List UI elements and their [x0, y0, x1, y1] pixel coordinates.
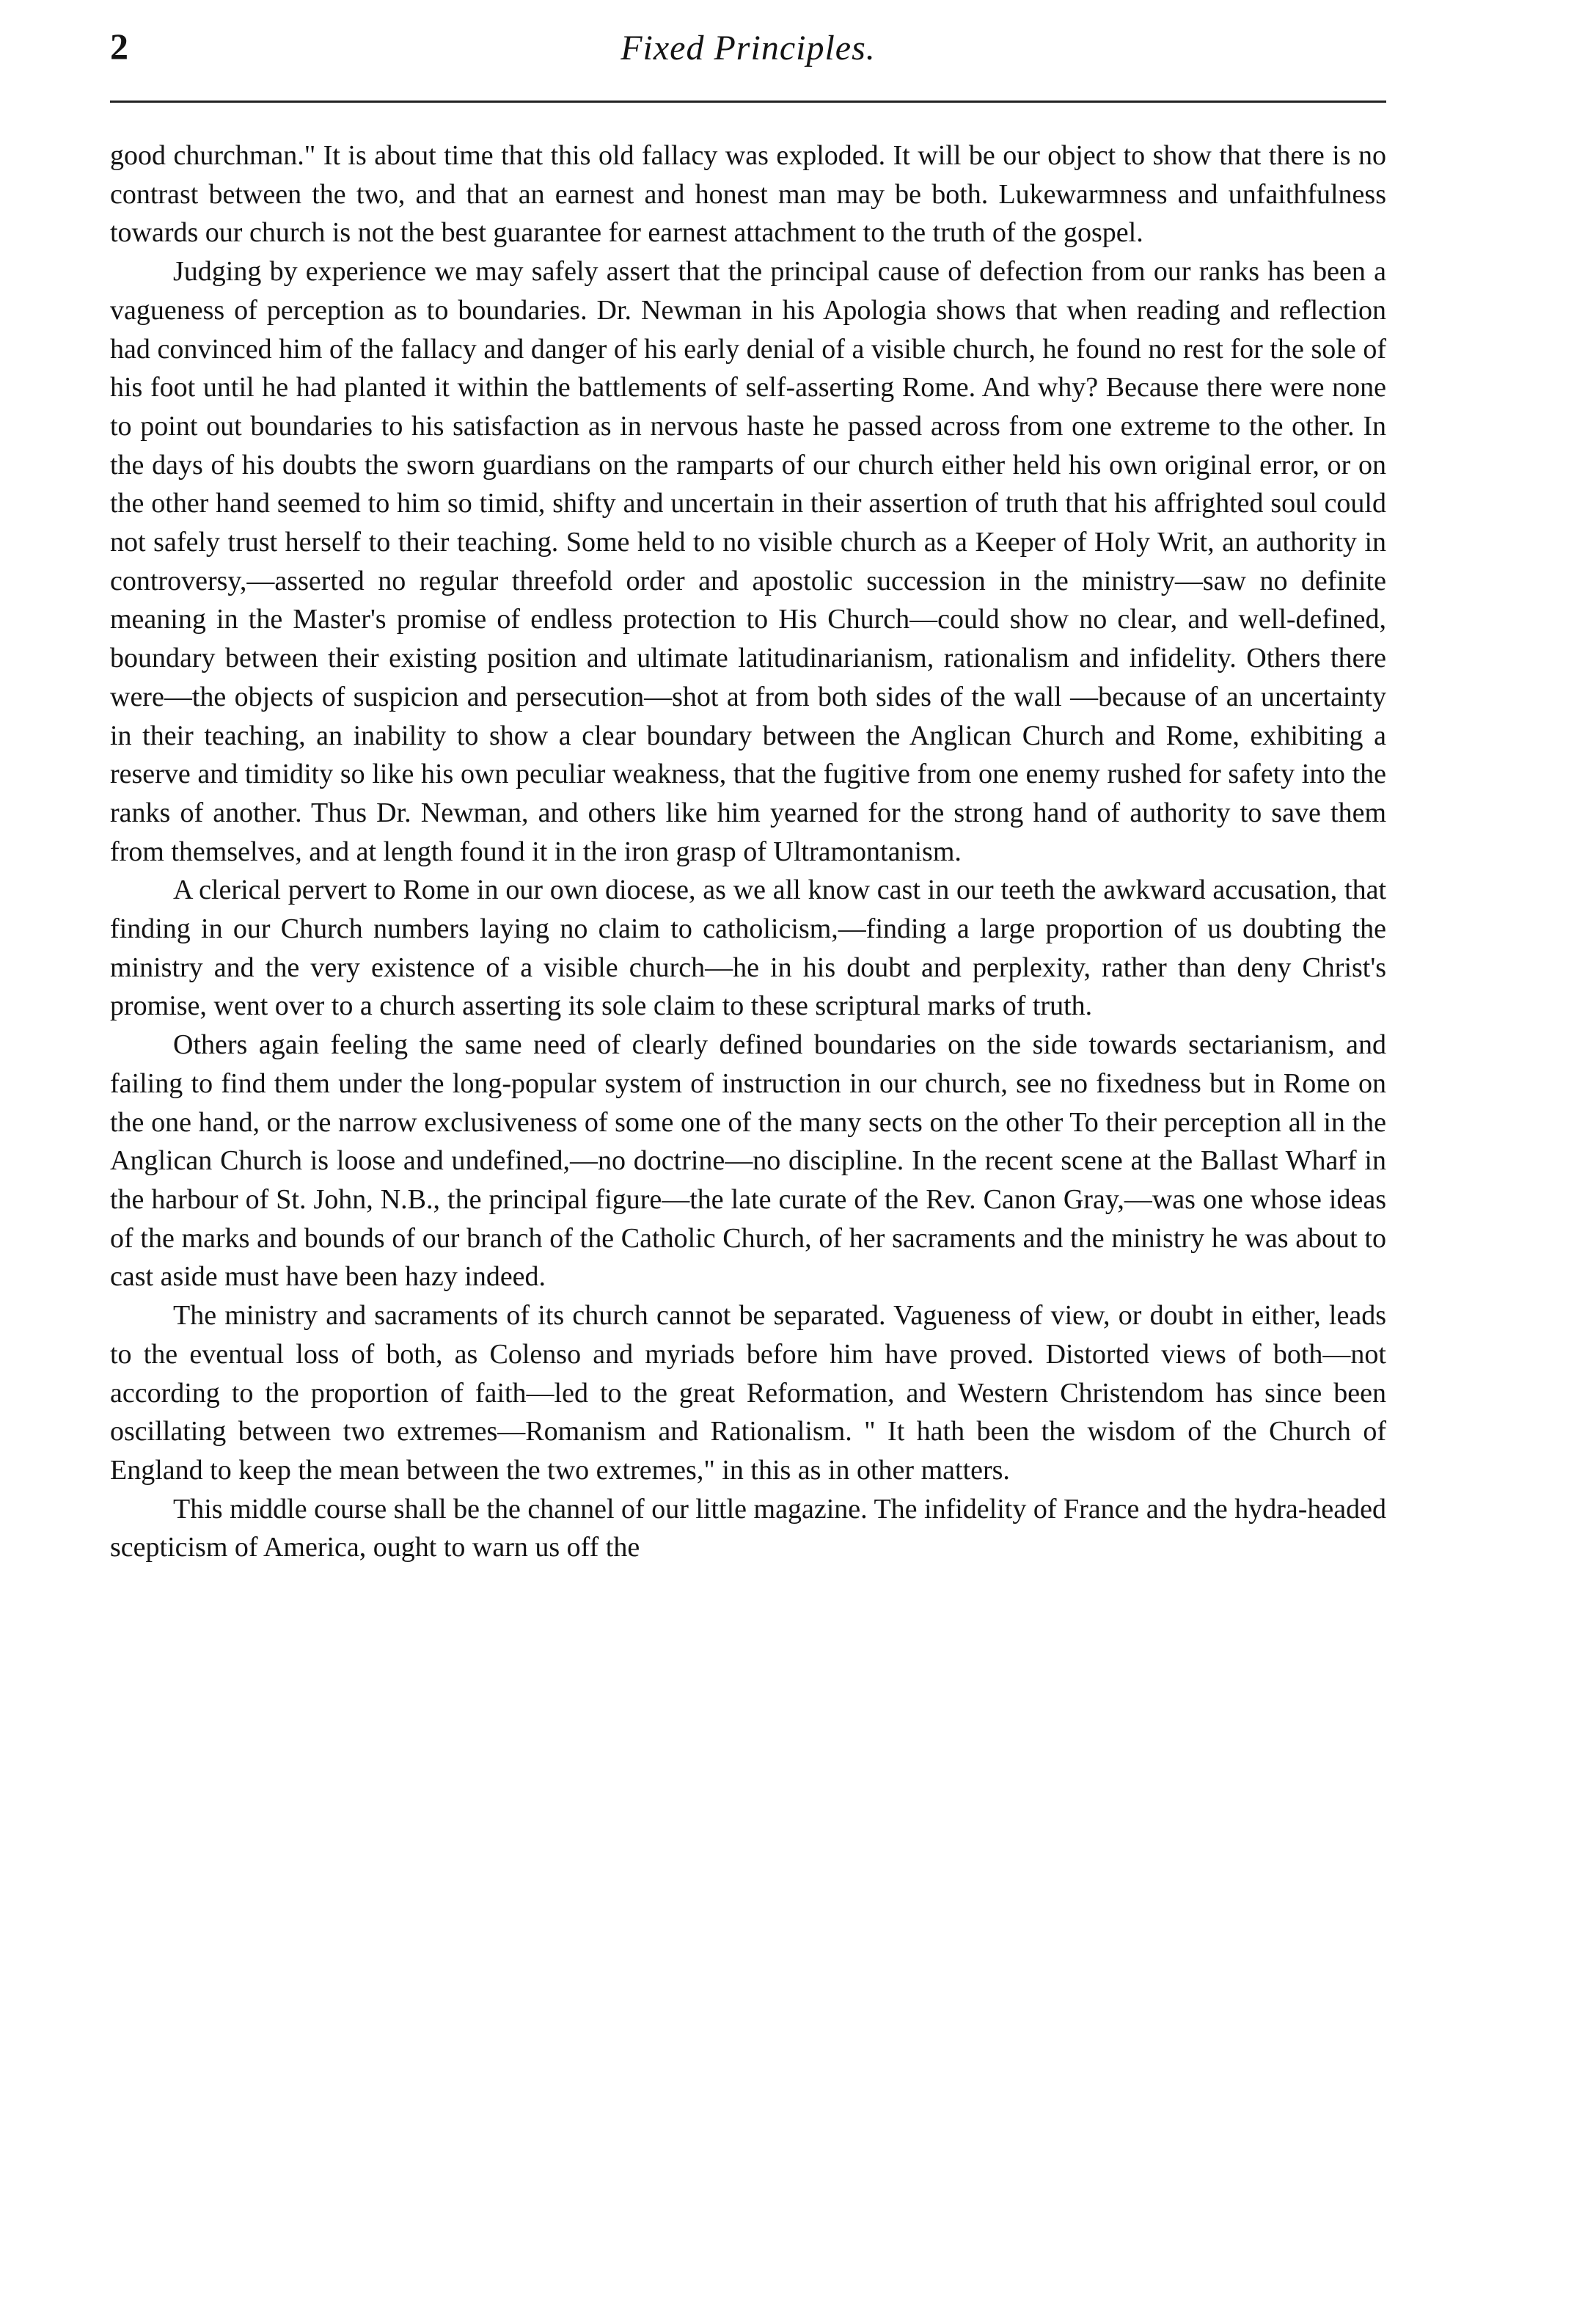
paragraph: A clerical pervert to Rome in our own diocese, as we all know cast in our teeth the awkward accusation, that finding in our Church numbers laying no claim to catholicism,—finding a large proportion of us doubting the ministry and the very existence of a visible church—he in his doubt and perplexity, rather than deny Christ's promise, went over to a church asserting its sole claim to these scriptural marks of truth. — [110, 875, 1386, 1022]
paragraph: The ministry and sacraments of its church cannot be separated. Vagueness of view, or doubt in either, leads to the eventual loss of both, as Colenso and myriads before him have proved. Distorted views of both—not according to the proportion of faith—led to the great Reformation, and Western Christendom has since been oscillating between two extremes—Romanism and Rationalism. " It hath been the wisdom of the Church of England to keep the mean between the two extremes," in this as in other matters. — [110, 1300, 1386, 1486]
paragraph: Judging by experience we may safely assert that the principal cause of defection from our ranks has been a vagueness of perception as to boundaries. Dr. Newman in his Apologia shows that when reading and reflection had convinced him of the fallacy and danger of his early denial of a visible church, he found no rest for the sole of his foot until he had planted it within the battlements of self-asserting Rome. And why? Because there were none to point out boundaries to his satisfaction as in nervous haste he passed across from one extreme to the other. In the days of his doubts the sworn guardians on the ramparts of our church either held his own original error, or on the other hand seemed to him so timid, shifty and uncertain in their assertion of truth that his affrighted soul could not safely trust herself to their teaching. Some held to no visible church as a Keeper of Holy Writ, an authority in controversy,—asserted no regular threefold order and apostolic succession in the ministry—saw no definite meaning in the Master's promise of endless protection to His Church—could show no clear, and well-defined, boundary between their existing position and ultimate latitudinarianism, rationalism and infidelity. Others there were—the objects of suspicion and persecution—shot at from both sides of the wall —because of an uncertainty in their teaching, an inability to show a clear boundary between the Anglican Church and Rome, exhibiting a reserve and timidity so like his own peculiar weakness, that the fugitive from one enemy rushed for safety into the ranks of another. Thus Dr. Newman, and others like him yearned for the strong hand of authority to save them from themselves, and at length found it in the iron grasp of Ultramontanism. — [110, 256, 1386, 867]
page-number: 2 — [110, 26, 128, 67]
header-rule — [110, 101, 1386, 103]
paragraph: This middle course shall be the channel of our little magazine. The infidelity of France and the hydra-headed scepticism of America, ought to warn us off the — [110, 1493, 1386, 1563]
running-title: Fixed Principles. — [621, 29, 876, 67]
body-text — [110, 136, 1386, 1567]
paragraph: Others again feeling the same need of clearly defined boundaries on the side towards sectarianism, and failing to find them under the long-popular system of instruction in our church, see no fixedness but in Rome on the one hand, or the narrow exclusiveness of some one of the many sects on the other To their perception all in the Anglican Church is loose and undefined,—no doctrine—no discipline. In the recent scene at the Ballast Wharf in the harbour of St. John, N.B., the principal figure—the late curate of the Rev. Canon Gray,—was one whose ideas of the marks and bounds of our branch of the Catholic Church, of her sacraments and the ministry he was about to cast aside must have been hazy indeed. — [110, 1029, 1386, 1293]
page-header — [110, 22, 1386, 88]
paragraph: good churchman." It is about time that this old fallacy was exploded. It will be our object to show that there is no contrast between the two, and that an earnest and honest man may be both. Lukewarmness and unfaithfulness towards our church is not the best guarantee for earnest attachment to the truth of the gospel. — [110, 140, 1386, 249]
